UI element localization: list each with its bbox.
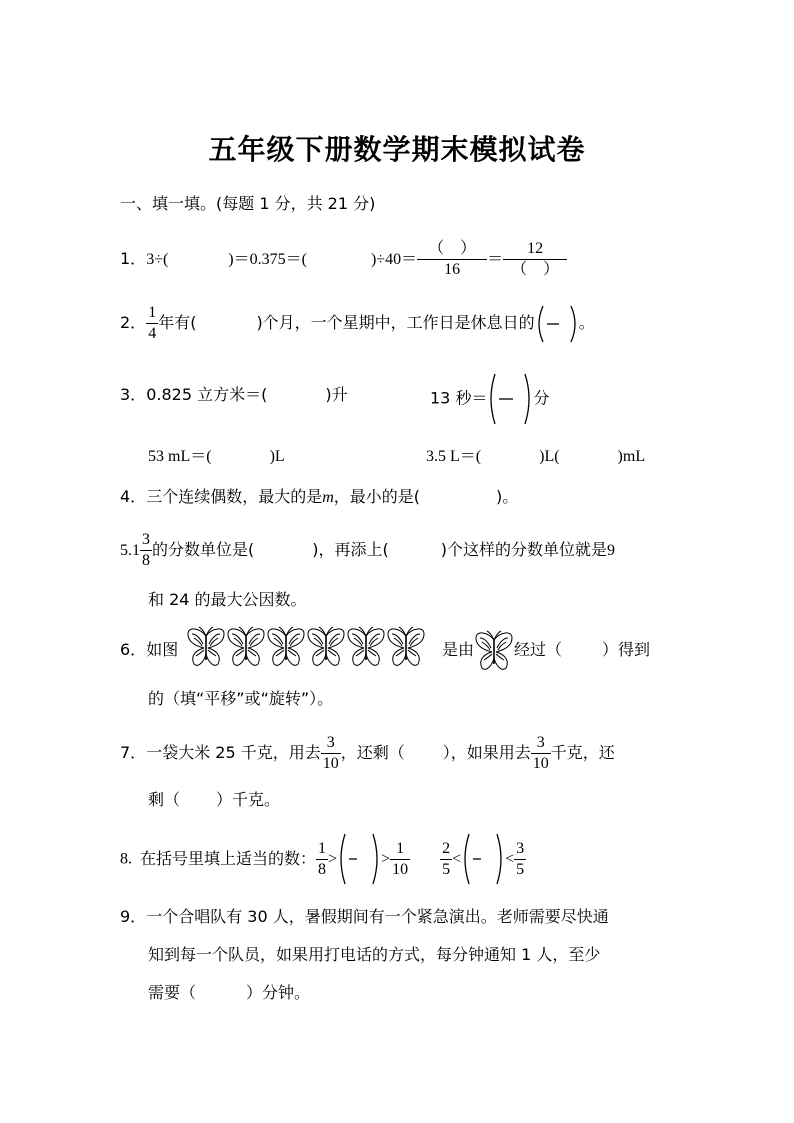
q5-number: 5.1: [120, 542, 140, 559]
q1-eq: ＝: [487, 249, 504, 268]
q6-number: 6．: [120, 640, 147, 659]
q3-paren-fraction[interactable]: [487, 372, 533, 426]
q8-text-a: 在括号里填上适当的数：: [140, 848, 317, 868]
question-5-line-2: [148, 589, 307, 611]
question-9: [120, 906, 609, 928]
question-7: [120, 730, 615, 776]
section-heading: 一、填一填。(每题 1 分，共 21 分): [120, 194, 376, 213]
q8-f3-bot: 5: [442, 860, 451, 878]
q5-fraction: [140, 530, 152, 571]
butterfly-icon: [306, 626, 346, 668]
question-8: [120, 832, 526, 882]
q5-text-a: 的分数单位是(: [152, 540, 255, 559]
q2-text-b: )个月，一个星期中，工作日是休息日的: [256, 313, 535, 332]
q5-f-bot: 8: [142, 552, 150, 569]
q8-f2-top: 1: [396, 839, 405, 857]
butterfly-row: [186, 626, 426, 670]
q7-text-f: ）千克。: [216, 790, 281, 809]
q4-text-3: )。: [496, 487, 519, 506]
q1-f2-top: 12: [527, 240, 544, 257]
q8-fraction-2: [390, 839, 410, 880]
q6-text-b: 是由: [442, 640, 475, 659]
q8-gt-1: >: [328, 850, 338, 868]
q3-text-d: 分: [533, 388, 550, 408]
q4-number: 4．: [120, 487, 147, 506]
q1-fraction-1[interactable]: [417, 239, 487, 280]
q8-fraction-1: [316, 839, 328, 880]
butterfly-icon: [386, 626, 426, 668]
q3-number: 3．: [120, 385, 147, 404]
q3-text-a: 0.825 立方米＝(: [146, 385, 268, 404]
q1-text-c: )÷40＝: [370, 251, 418, 268]
q4-text: 三个连续偶数，最大的是: [146, 487, 323, 506]
q7-text-b: ，还剩（: [340, 743, 405, 762]
q2-text-a: 年有(: [158, 313, 197, 332]
q5-f-top: 3: [142, 531, 150, 548]
q5-text-d: 9: [607, 542, 615, 559]
q5-text-c: )个这样的分数单位就是: [440, 540, 607, 559]
question-6-line-2: [148, 688, 333, 710]
question-3-line-2b: [426, 445, 645, 468]
q3-text-f: )L: [269, 448, 285, 465]
q8-paren-fraction-2[interactable]: [461, 832, 505, 886]
q8-f1-bot: 8: [318, 860, 327, 878]
butterfly-icon: [226, 626, 266, 668]
q3-text-b: )升: [325, 385, 348, 404]
q2-f-bot: 4: [148, 325, 157, 342]
q2-f-top: 1: [148, 304, 157, 321]
question-7-line-2: [148, 789, 280, 811]
butterfly-icon: [186, 626, 226, 668]
q1-number: 1．: [120, 249, 147, 268]
q8-fraction-4: [514, 839, 526, 880]
q1-f1-bot: 16: [444, 261, 461, 278]
q5-text-b: )，再添上(: [312, 540, 389, 559]
q9-line-1: 一个合唱队有 30 人，暑假期间有一个紧急演出。老师需要尽快通: [146, 907, 609, 926]
question-4: [120, 486, 518, 509]
q1-f2-bot: （ ）: [511, 261, 560, 278]
q8-gt-2: >: [381, 850, 391, 868]
question-1: [120, 234, 567, 284]
q2-number: 2．: [120, 313, 147, 332]
q3-text-i: )mL: [617, 448, 646, 465]
question-3-line-1: [120, 372, 348, 418]
q7-f-top: 3: [326, 734, 335, 751]
q1-fraction-2[interactable]: [503, 239, 567, 280]
q6-text-d: ）得到: [602, 640, 651, 659]
q6-text-a: 如图: [146, 640, 179, 659]
q8-f2-bot: 10: [392, 860, 409, 878]
q6-text-c: 经过（: [514, 640, 563, 659]
q7-f2-bot: 10: [532, 755, 549, 772]
question-6-tail: [442, 628, 650, 672]
q1-text-b: )＝0.375＝(: [228, 251, 307, 268]
q9-number: 9．: [120, 907, 147, 926]
page-title: 五年级下册数学期末模拟试卷: [208, 133, 586, 166]
q2-fraction: [146, 303, 158, 344]
butterfly-icon: [474, 630, 514, 672]
q1-text-a: 3÷(: [146, 251, 169, 268]
q7-number: 7．: [120, 743, 147, 762]
q4-text-2: ，最小的是(: [333, 487, 421, 506]
q8-number: 8.: [120, 850, 132, 868]
q8-f1-top: 1: [318, 839, 327, 857]
q8-f3-top: 2: [442, 839, 451, 857]
q9-line-2: 知到每一个队员，如果用打电话的方式，每分钟通知 1 人，至少: [148, 945, 601, 964]
q3-text-g: 3.5 L＝(: [426, 448, 482, 465]
q8-lt-1: <: [452, 850, 462, 868]
question-9-line-3: [148, 982, 310, 1004]
q7-fraction-2: [531, 733, 551, 774]
q1-f1-top: （ ）: [428, 240, 477, 257]
q6-text-e: 的（填“平移”或“旋转”）。: [148, 689, 334, 708]
q8-f4-bot: 5: [516, 860, 525, 878]
q8-fraction-3: [440, 839, 452, 880]
q7-text-a: 一袋大米 25 千克，用去: [146, 743, 321, 762]
butterfly-icon: [346, 626, 386, 668]
q7-fraction-1: [321, 733, 341, 774]
question-5: [120, 527, 615, 573]
q7-f-bot: 10: [322, 755, 339, 772]
q7-text-c: ），如果用去: [442, 743, 531, 762]
q7-f2-top: 3: [536, 734, 545, 751]
q8-lt-2: <: [505, 850, 515, 868]
q8-f4-top: 3: [516, 839, 525, 857]
q9-line-3b: ）分钟。: [246, 983, 311, 1002]
q8-paren-fraction-1[interactable]: [337, 832, 381, 886]
q2-paren-fraction[interactable]: [535, 302, 579, 346]
q3-text-c: 13 秒＝: [430, 388, 488, 408]
q2-text-c: 。: [578, 313, 595, 332]
q3-text-h: )L(: [539, 448, 560, 465]
q5-text-e: 和 24 的最大公因数。: [148, 590, 307, 609]
butterfly-icon: [266, 626, 306, 668]
q7-text-e: 剩（: [148, 790, 181, 809]
q4-variable: m: [322, 489, 334, 506]
q7-text-d: 千克，还: [550, 743, 615, 762]
question-3-line-1b: [430, 372, 549, 418]
question-3-line-2: [148, 445, 285, 468]
q3-text-e: 53 mL＝(: [148, 448, 212, 465]
q9-line-3a: 需要（: [148, 983, 197, 1002]
question-6: [120, 628, 178, 672]
question-9-line-2: [148, 944, 600, 966]
question-2: [120, 300, 595, 346]
